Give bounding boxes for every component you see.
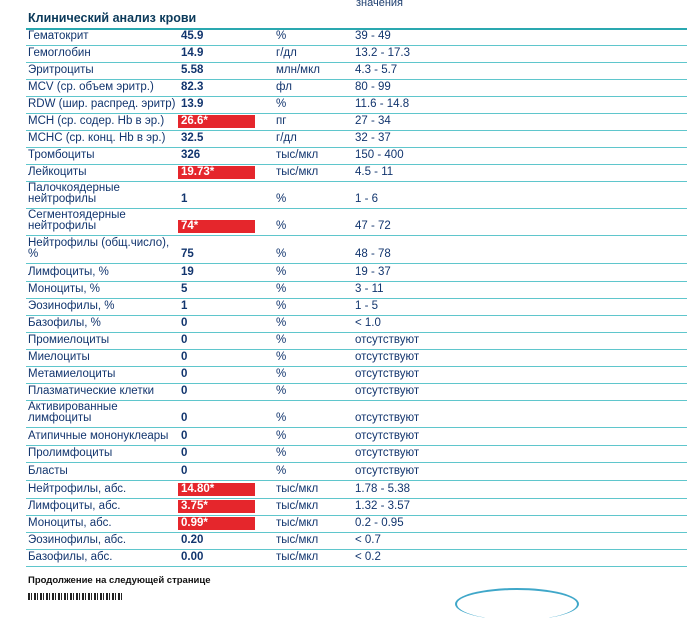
table-row (26, 428, 687, 446)
table-row (26, 446, 687, 463)
test-value: 5.58 (181, 64, 204, 76)
flagged-value: 3.75* (178, 500, 255, 513)
reference-range: отсутствуют (355, 334, 420, 346)
barcode (28, 593, 122, 600)
test-name: Гемоглобин (28, 47, 91, 59)
table-row (26, 299, 687, 316)
test-name: Нейтрофилы (общ.число), % (28, 237, 170, 260)
test-value: 82.3 (181, 81, 204, 93)
reference-range: 27 - 34 (355, 115, 391, 127)
flagged-value: 0.99* (178, 517, 255, 530)
test-name: Промиелоциты (28, 334, 110, 346)
test-name: Метамиелоциты (28, 368, 116, 380)
reference-range: 150 - 400 (355, 149, 404, 161)
reference-range: 13.2 - 17.3 (355, 47, 410, 59)
test-name: Нейтрофилы, абс. (28, 483, 127, 495)
flagged-value: 14.80* (178, 483, 255, 496)
unit: г/дл (276, 132, 297, 144)
test-name: Базофилы, абс. (28, 551, 113, 563)
reference-range: 11.6 - 14.8 (355, 98, 410, 110)
reference-range: 47 - 72 (355, 220, 391, 232)
test-name: Палочкоядерные нейтрофилы (28, 182, 120, 205)
test-value: 19 (181, 266, 194, 278)
unit: % (276, 465, 287, 477)
reference-range: < 0.2 (355, 551, 381, 563)
test-name: Сегментоядерные нейтрофилы (28, 209, 126, 232)
reference-range: отсутствуют (355, 412, 420, 424)
unit: % (276, 412, 287, 424)
test-name: MCH (ср. содер. Hb в эр.) (28, 115, 165, 127)
unit: % (276, 351, 287, 363)
table-row (26, 236, 687, 264)
table-row (26, 282, 687, 299)
test-name: Плазматические клетки (28, 385, 155, 397)
test-value: 32.5 (181, 132, 204, 144)
reference-range: 4.3 - 5.7 (355, 64, 398, 76)
test-value: 75 (181, 248, 194, 260)
unit: тыс/мкл (276, 517, 319, 529)
test-value: 13.9 (181, 98, 204, 110)
unit: % (276, 300, 287, 312)
test-name: Гематокрит (28, 30, 89, 42)
unit: % (276, 30, 287, 42)
reference-range: отсутствуют (355, 368, 420, 380)
section-title: Клинический анализ крови (28, 11, 197, 25)
test-name: RDW (шир. распред. эритр) (28, 98, 176, 110)
test-value: 14.9 (181, 47, 204, 59)
test-name: Тромбоциты (28, 149, 95, 161)
test-value: 0.00 (181, 551, 204, 563)
unit: пг (276, 115, 287, 127)
continuation-note: Продолжение на следующей странице (28, 575, 211, 586)
unit: тыс/мкл (276, 483, 319, 495)
reference-range: < 1.0 (355, 317, 381, 329)
unit: % (276, 334, 287, 346)
table-row (26, 165, 687, 182)
table-row (26, 333, 687, 350)
test-value: 0 (181, 368, 188, 380)
test-name: Моноциты, абс. (28, 517, 112, 529)
test-value: 0 (181, 317, 188, 329)
table-row (26, 516, 687, 533)
reference-range: 3 - 11 (355, 283, 384, 295)
unit: % (276, 193, 287, 205)
reference-range: < 0.7 (355, 534, 381, 546)
test-value: 1 (181, 300, 188, 312)
test-name: Пролимфоциты (28, 447, 113, 459)
table-row (26, 481, 687, 499)
unit: млн/мкл (276, 64, 320, 76)
unit: тыс/мкл (276, 500, 319, 512)
unit: % (276, 317, 287, 329)
test-name: Эозинофилы, % (28, 300, 115, 312)
table-row (26, 209, 687, 236)
test-name: Миелоциты (28, 351, 90, 363)
reference-range: 1 - 6 (355, 193, 379, 205)
table-row (26, 29, 687, 46)
table-row (26, 80, 687, 97)
test-name: Базофилы, % (28, 317, 101, 329)
unit: % (276, 430, 287, 442)
reference-range: 0.2 - 0.95 (355, 517, 404, 529)
table-row (26, 350, 687, 367)
table-row (26, 384, 687, 401)
reference-range: 1.32 - 3.57 (355, 500, 410, 512)
table-row (26, 148, 687, 165)
test-name: Лимфоциты, абс. (28, 500, 121, 512)
unit: % (276, 447, 287, 459)
test-name: Лимфоциты, % (28, 266, 109, 278)
reference-range: 19 - 37 (355, 266, 391, 278)
reference-range: 1 - 5 (355, 300, 379, 312)
unit: % (276, 248, 287, 260)
reference-range: 80 - 99 (355, 81, 391, 93)
table-row (26, 131, 687, 148)
table-row (26, 401, 687, 428)
unit: тыс/мкл (276, 149, 319, 161)
table-row (26, 316, 687, 333)
test-value: 0 (181, 412, 188, 424)
test-value: 5 (181, 283, 188, 295)
table-row (26, 499, 687, 516)
reference-range: 32 - 37 (355, 132, 391, 144)
reference-column-header: значения (356, 0, 404, 9)
test-value: 326 (181, 149, 201, 161)
test-value: 0 (181, 334, 188, 346)
table-row (26, 463, 687, 481)
unit: тыс/мкл (276, 551, 319, 563)
test-value: 0 (181, 430, 188, 442)
unit: фл (276, 81, 292, 93)
stamp (455, 588, 579, 620)
reference-range: 48 - 78 (355, 248, 391, 260)
table-row (26, 182, 687, 209)
unit: % (276, 220, 287, 232)
table-row (26, 114, 687, 131)
test-value: 45.9 (181, 30, 204, 42)
table-row (26, 367, 687, 384)
unit: % (276, 368, 287, 380)
table-row (26, 533, 687, 550)
table-row (26, 97, 687, 114)
table-row (26, 550, 687, 567)
test-name: Активированные лимфоциты (28, 401, 118, 424)
reference-range: отсутствуют (355, 351, 420, 363)
reference-range: отсутствуют (355, 385, 420, 397)
test-value: 0 (181, 385, 188, 397)
unit: тыс/мкл (276, 534, 319, 546)
reference-range: 39 - 49 (355, 30, 391, 42)
row-divider (26, 566, 687, 567)
reference-range: отсутствуют (355, 430, 420, 442)
reference-range: отсутствуют (355, 447, 420, 459)
test-value: 0.20 (181, 534, 204, 546)
test-value: 0 (181, 447, 188, 459)
test-name: Эритроциты (28, 64, 94, 76)
flagged-value: 74* (178, 220, 255, 233)
reference-range: 4.5 - 11 (355, 166, 394, 178)
unit: % (276, 283, 287, 295)
test-name: Бласты (28, 465, 68, 477)
test-name: Эозинофилы, абс. (28, 534, 127, 546)
test-name: MCV (ср. объем эритр.) (28, 81, 154, 93)
flagged-value: 26.6* (178, 115, 255, 128)
test-value: 0 (181, 465, 188, 477)
table-row (26, 264, 687, 282)
test-name: MCHC (ср. конц. Hb в эр.) (28, 132, 166, 144)
reference-range: 1.78 - 5.38 (355, 483, 410, 495)
test-name: Атипичные мононуклеары (28, 430, 169, 442)
test-value: 0 (181, 351, 188, 363)
table-row (26, 46, 687, 63)
test-value: 1 (181, 193, 188, 205)
flagged-value: 19.73* (178, 166, 255, 179)
unit: % (276, 385, 287, 397)
test-name: Лейкоциты (28, 166, 87, 178)
unit: г/дл (276, 47, 297, 59)
test-name: Моноциты, % (28, 283, 101, 295)
unit: % (276, 266, 287, 278)
unit: % (276, 98, 287, 110)
unit: тыс/мкл (276, 166, 319, 178)
reference-range: отсутствуют (355, 465, 420, 477)
table-row (26, 63, 687, 80)
